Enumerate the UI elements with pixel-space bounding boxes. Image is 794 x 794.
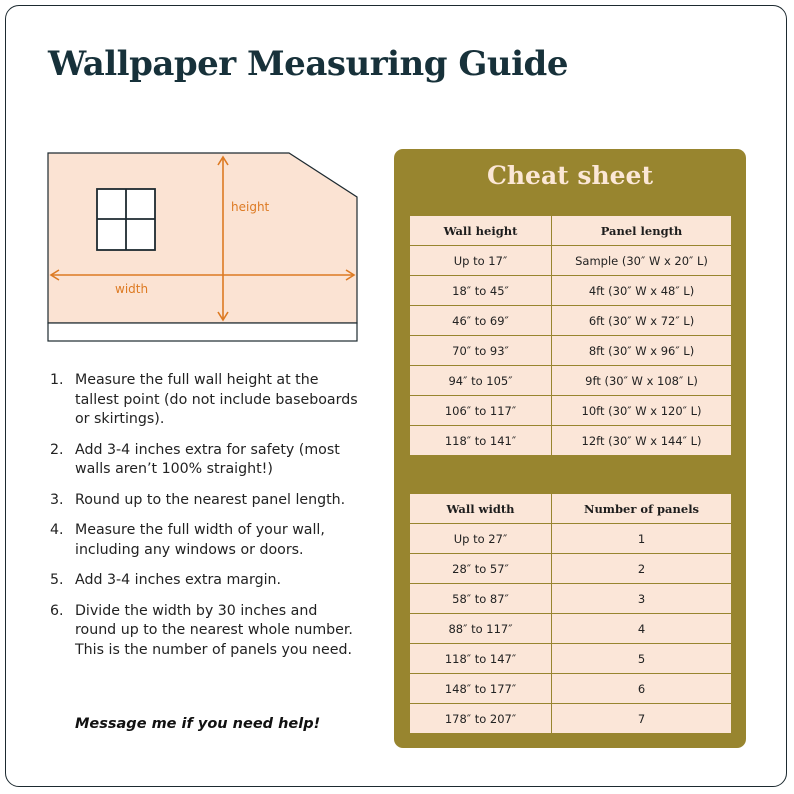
table-cell: 12ft (30″ W x 144″ L) <box>552 426 732 456</box>
table-cell: 6ft (30″ W x 72″ L) <box>552 306 732 336</box>
table-cell: 5 <box>552 644 732 674</box>
table-cell: 94″ to 105″ <box>410 366 552 396</box>
step-item <box>50 491 362 511</box>
column-header: Wall width <box>410 494 552 524</box>
step-number: 6. <box>50 602 64 619</box>
table-row <box>410 426 732 456</box>
table-cell: 88″ to 117″ <box>410 614 552 644</box>
table-cell: 8ft (30″ W x 96″ L) <box>552 336 732 366</box>
table-cell: 2 <box>552 554 732 584</box>
table-cell: 46″ to 69″ <box>410 306 552 336</box>
height-label: height <box>231 200 270 214</box>
column-header: Number of panels <box>552 494 732 524</box>
page-title: Wallpaper Measuring Guide <box>48 44 568 84</box>
step-number: 3. <box>50 491 64 508</box>
step-text: Add 3-4 inches extra for safety (most walls aren’t 100% straight!) <box>75 441 340 477</box>
step-text: Add 3-4 inches extra margin. <box>75 572 282 588</box>
table-row <box>410 336 732 366</box>
table-cell: 4ft (30″ W x 48″ L) <box>552 276 732 306</box>
table-cell: 70″ to 93″ <box>410 336 552 366</box>
table-header-row <box>410 216 732 246</box>
table-row <box>410 584 732 614</box>
table-cell: Up to 27″ <box>410 524 552 554</box>
table-row <box>410 644 732 674</box>
step-item <box>50 602 362 661</box>
step-item <box>50 571 362 591</box>
table-cell: 148″ to 177″ <box>410 674 552 704</box>
cheat-sheet-title: Cheat sheet <box>486 161 654 190</box>
table-row <box>410 554 732 584</box>
table-cell: 106″ to 117″ <box>410 396 552 426</box>
table-cell: 7 <box>552 704 732 734</box>
step-text: Divide the width by 30 inches and round up to the nearest whole number. This is the number of panels you need. <box>75 602 353 658</box>
table-row <box>410 524 732 554</box>
table-header-row <box>410 494 732 524</box>
baseboard <box>48 323 357 341</box>
window <box>97 189 155 250</box>
table-cell: 9ft (30″ W x 108″ L) <box>552 366 732 396</box>
table-row <box>410 704 732 734</box>
table-cell: 18″ to 45″ <box>410 276 552 306</box>
step-text: Round up to the nearest panel length. <box>75 491 346 508</box>
table-row <box>410 246 732 276</box>
table-row <box>410 306 732 336</box>
step-text: Measure the full wall height at the tallest point (do not include baseboards or skirtings). <box>75 372 358 427</box>
step-number: 1. <box>50 372 64 388</box>
step-number: 5. <box>50 572 64 588</box>
table-cell: 1 <box>552 524 732 554</box>
table-cell: 118″ to 141″ <box>410 426 552 456</box>
step-item <box>50 441 362 480</box>
table-cell: 6 <box>552 674 732 704</box>
step-item <box>50 521 362 560</box>
wall-diagram <box>47 152 359 344</box>
help-message: Message me if you need help! <box>75 716 321 732</box>
table-row <box>410 276 732 306</box>
table-cell: 3 <box>552 584 732 614</box>
step-text: Measure the full width of your wall, including any windows or doors. <box>75 522 325 558</box>
table-cell: 10ft (30″ W x 120″ L) <box>552 396 732 426</box>
wall-shape <box>48 153 357 323</box>
table-row <box>410 396 732 426</box>
column-header: Panel length <box>552 216 732 246</box>
step-number: 4. <box>50 522 64 538</box>
table-cell: 58″ to 87″ <box>410 584 552 614</box>
step-item <box>50 371 362 430</box>
cheat-sheet-panel <box>394 149 746 748</box>
panel-length-table <box>409 215 732 456</box>
column-header: Wall height <box>410 216 552 246</box>
table-row <box>410 674 732 704</box>
table-cell: Sample (30″ W x 20″ L) <box>552 246 732 276</box>
table-cell: 118″ to 147″ <box>410 644 552 674</box>
panel-count-table <box>409 493 732 734</box>
table-cell: 178″ to 207″ <box>410 704 552 734</box>
table-cell: 28″ to 57″ <box>410 554 552 584</box>
table-cell: Up to 17″ <box>410 246 552 276</box>
table-row <box>410 366 732 396</box>
table-cell: 4 <box>552 614 732 644</box>
width-label: width <box>115 282 149 296</box>
table-row <box>410 614 732 644</box>
step-number: 2. <box>50 441 64 458</box>
steps-list <box>50 371 362 671</box>
